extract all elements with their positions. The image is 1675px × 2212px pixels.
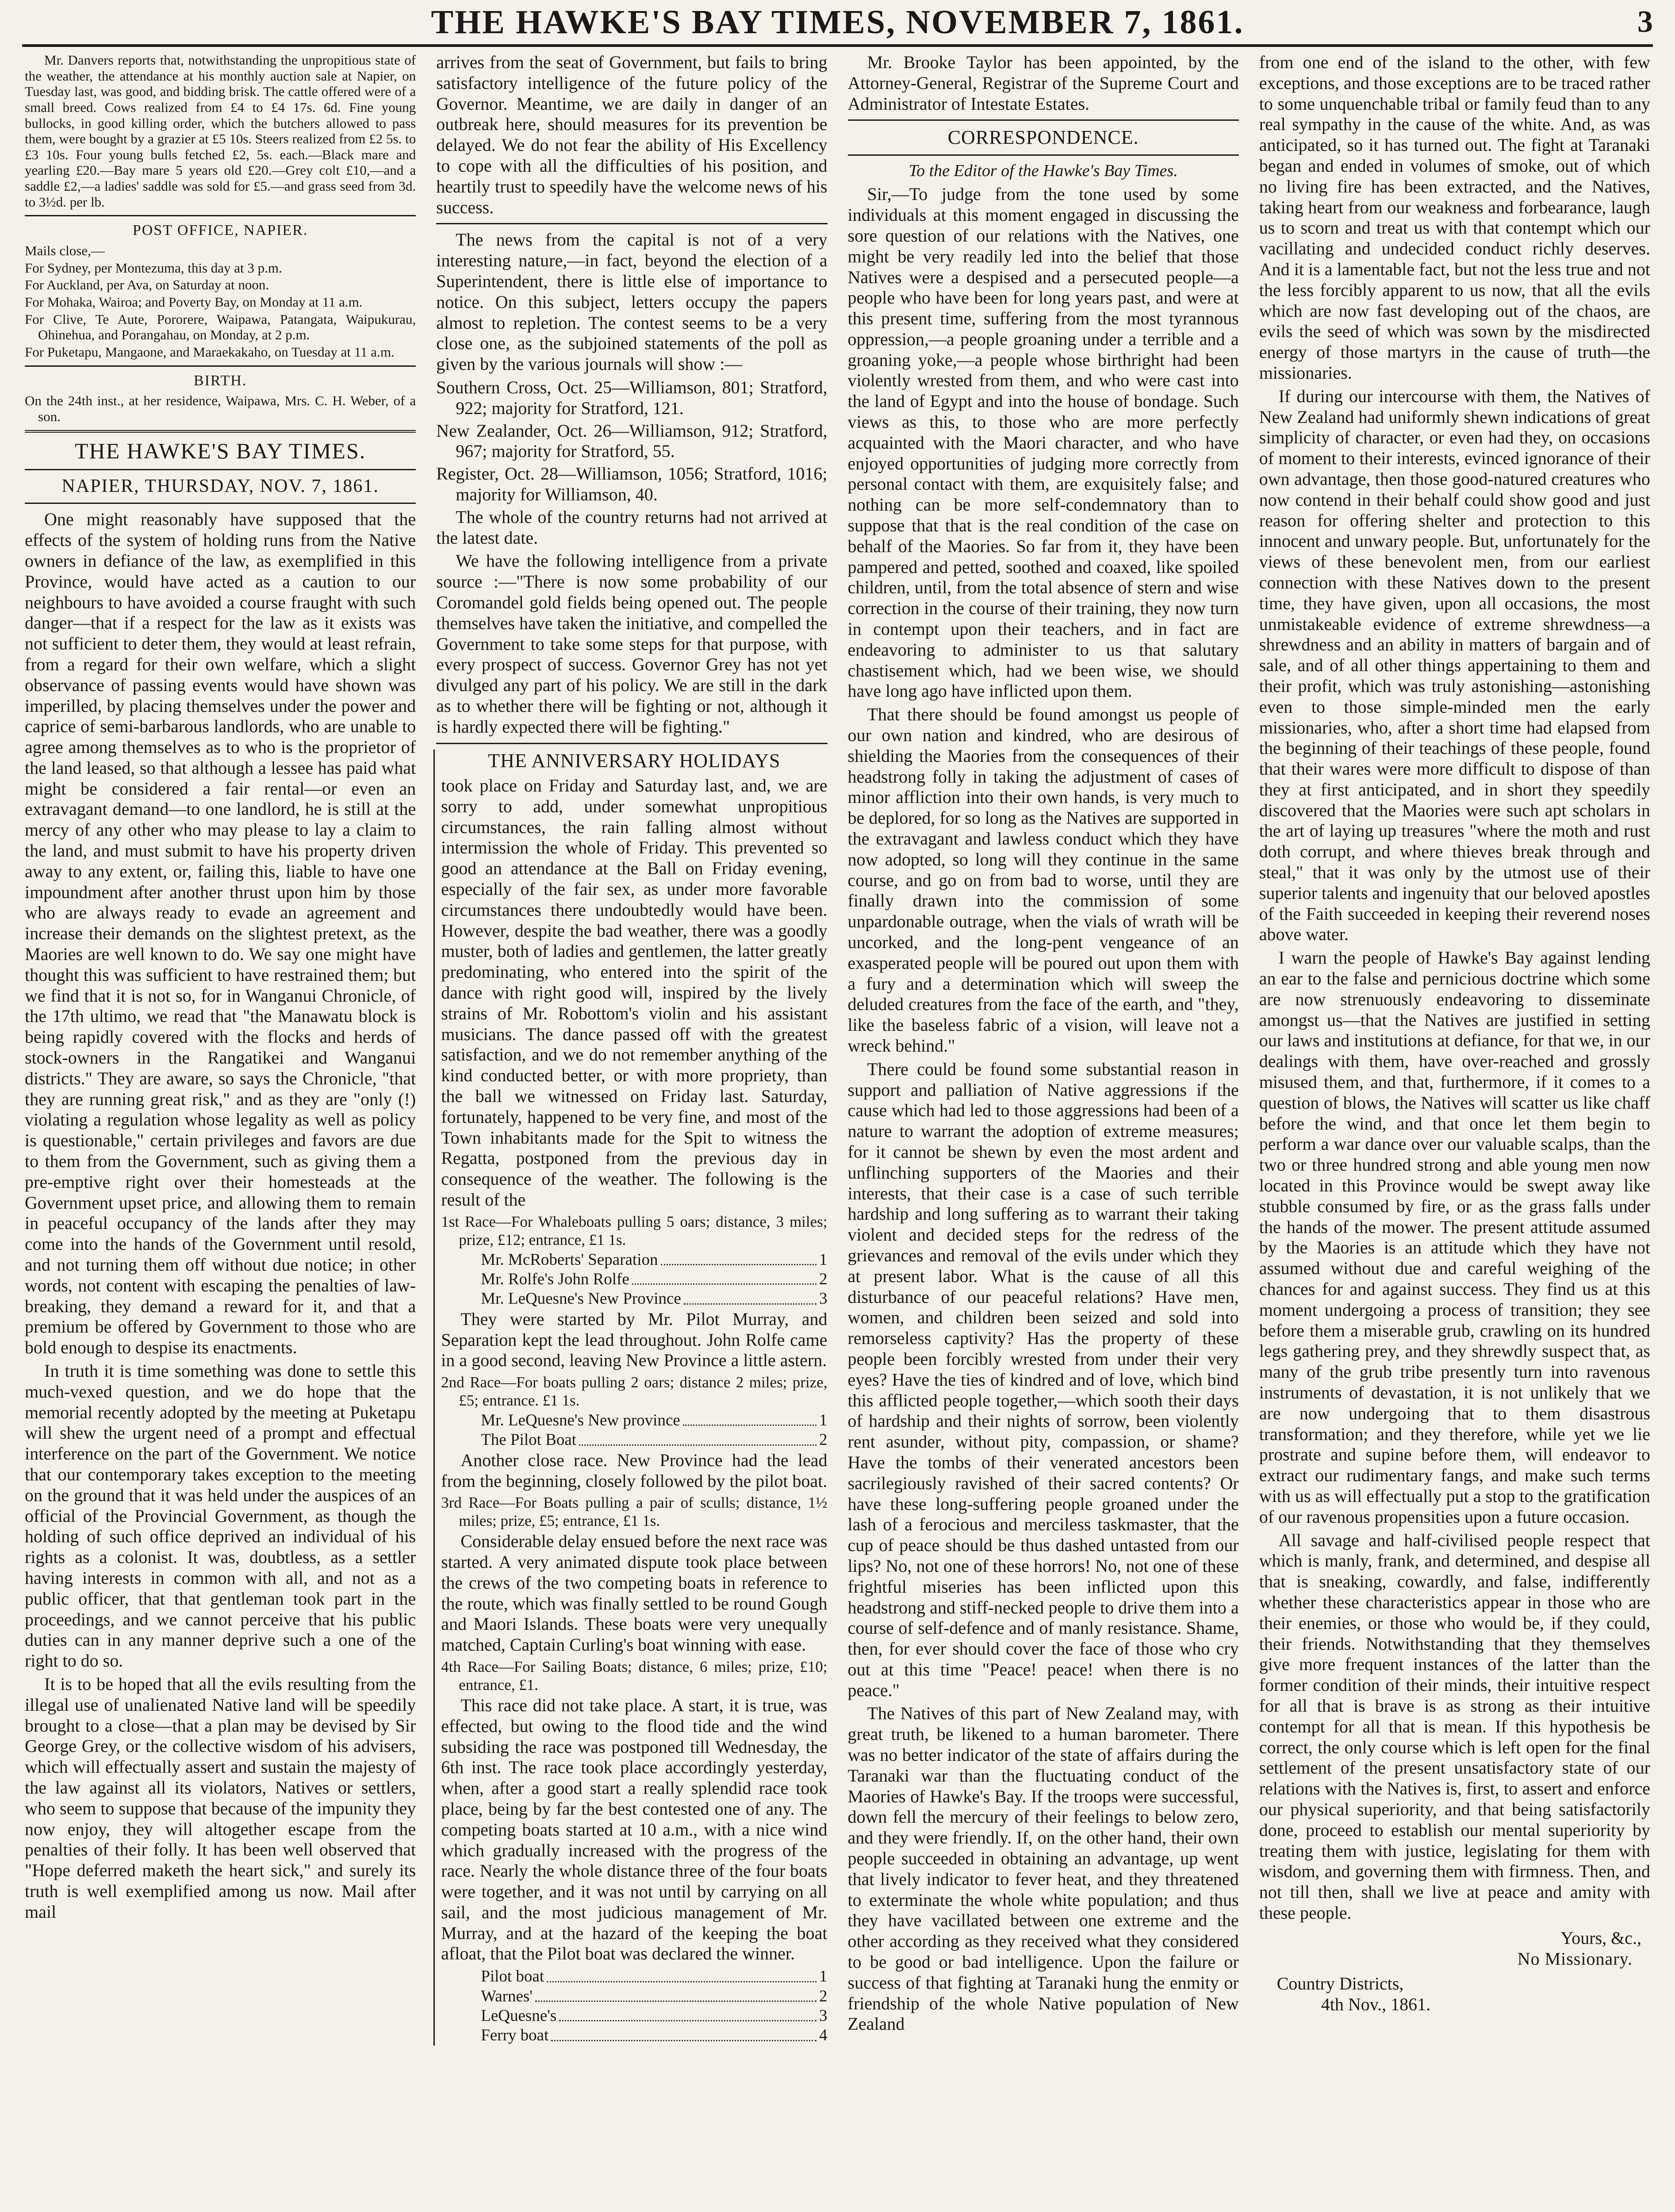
divider <box>25 215 416 216</box>
poll-statement: Southern Cross, Oct. 25—Williamson, 801; Stratford, 922; majority for Stratford, 121. <box>436 377 828 418</box>
column-3 <box>845 52 1242 2212</box>
paper-title: THE HAWKE'S BAY TIMES. <box>74 438 366 463</box>
column-1 <box>22 52 418 2212</box>
entry-name: LeQuesne's <box>481 2007 557 2025</box>
column-2 <box>433 52 830 2212</box>
mail-line: For Puketapu, Mangaone, and Maraekakaho, on Tuesday at 11 a.m. <box>25 344 395 360</box>
mail-line: For Clive, Te Aute, Pororere, Waipawa, Patangata, Waipukurau, Ohinehua, and Porangahau, on Monday, at 2 p.m. <box>25 311 416 343</box>
race-entry <box>441 2026 827 2045</box>
race-note: Considerable delay ensued before the next race was started. A very animated dispute took place between the crews of the two competing boats in reference to the route, which was finally settled to be round Gough and Maori Islands. These boats were very unequally matched, Captain Curling's boat winning with ease. <box>441 1531 828 1655</box>
letter-date: 4th Nov., 1861. <box>1321 1994 1431 2015</box>
entry-place: 2 <box>819 1270 828 1288</box>
divider <box>848 154 1239 156</box>
race-entry <box>441 1430 827 1450</box>
race-entry <box>441 2006 827 2026</box>
race-heading: 3rd Race—For Boats pulling a pair of sculls; distance, 1½ miles; prize, £5; entrance, £1 1s. <box>441 1494 828 1530</box>
race-entry <box>441 1987 827 2006</box>
returns-note: The whole of the country returns had not arrived at the latest date. <box>436 507 828 548</box>
column-4 <box>1257 52 1653 2212</box>
editorial-paragraph: In truth it is time something was done to settle this much-vexed question, and we do hope that the memorial recently adopted by the meeting at Puketapu will shew the urgent need of a prompt and effectual interference on the part of the Government. We notice that our contemporary takes exception to the meeting on the ground that it was held under the auspices of an official of the Provincial Government, as though the holding of such office deprived an individual of his rights as a colonist. It was, doubtless, as a settler having interests in common with all, and not as a public officer, that that gentleman took part in the proceedings, and we cannot perceive that his public duties can in any manner deprive such a one of the right to do so. <box>25 1361 416 1671</box>
editorial-paragraph: One might reasonably have supposed that the effects of the system of holding runs from the Native owners in defiance of the law, as exemplified in this Province, would have acted as a caution to our neighbours to have avoided a course fraught with such danger—that if a respect for the law as it exists was not sufficient to deter them, they would at least refrain, from a regard for their own welfare, which a slight observance of passing events would have shown was imperilled, by placing themselves under the power and caprice of semi-barbarous landlords, who are unable to agree among themselves as to who is the proprietor of the land leased, so that although a lessee has paid what might be considered a fair rental—or even an extravagant demand—to one landlord, he is still at the mercy of any other who may please to lay a claim to the land, and must submit to have his property driven away to any extent, or, failing this, liable to have one impoundment after another thrust upon him by those who are always ready to evade an agreement and increase their demands on the slightest pretext, as the Maories are well known to do. We say one might have thought this was sufficient to have restrained them; but we find that it is not so, for in Wanganui Chronicle, of the 17th ultimo, we read that "the Manawatu block is being rapidly covered with the flocks and herds of stock-owners in the Rangatikei and Wanganui districts." They are aware, so says the Chronicle, "that they are running great risk," and as they are "only (!) violating a regulation whose legality as well as policy is questionable," certain privileges and favors are due to them from the Government, such as giving them a pre-emptive right over their homesteads at the Government upset price, and allowing them to remain in peaceful occupancy of the lands after they may come into the hands of the Government until resold, and not turning them off without due notice; in other words, not content with escaping the penalties of law-breaking, they demand a reward for it, and that a premium be offered by Government to those who are bold enough to despise its enactments. <box>25 509 416 1358</box>
race-note: This race did not take place. A start, it is true, was effected, but owing to the flood tide and the wind subsiding the race was postponed till Wednesday, the 6th inst. The race took place accordingly yesterday, when, after a good start a really splendid race took place, being by far the best contested one of any. The competing boats started at 10 a.m., with a nice wind which gradually increased with the progress of the race. Nearly the whole distance three of the four boats were together, and it was not until by carrying on all sail, and the most judicious management of Mr. Murray, and at the hazard of the keeping the boat afloat, that the Pilot boat was declared the winner. <box>441 1695 828 1964</box>
letter-closing: Yours, &c., <box>1560 1928 1641 1948</box>
entry-place: 3 <box>819 2007 828 2025</box>
divider <box>436 743 827 744</box>
entry-name: Mr. Rolfe's John Rolfe <box>481 1270 629 1288</box>
to-editor-line: To the Editor of the Hawke's Bay Times. <box>908 161 1178 180</box>
entry-place: 1 <box>819 1250 828 1269</box>
entry-place: 2 <box>819 1987 828 2005</box>
letter-paragraph: Sir,—To judge from the tone used by some individuals at this moment engaged in discussing the sore question of our relations with the Natives, one might be very readily led into the belief that those Natives were a despised and a persecuted people—a people who have been for long years past, and were at this present time, suffering from the most tyrannous oppression,—a people groaning under a terrible and a groaning yoke,—a people whose birthright had been violently wrested from them, and who were cast into the land of Egypt and into the house of bondage. Such views as this, to those who are more perfectly acquainted with the Maori character, and who have enjoyed opportunities of judging more correctly from personal contact with them, are exquisitely false; and nothing can be more self-condemnatory than to suppose that that is the real condition of the case on behalf of the Maories. So far from it, they have been pampered and petted, soothed and coaxed, like spoiled children, until, from the total absence of stern and wise correction in the course of their training, they now turn in contempt upon their teachers, and in fact are endeavoring to administer to us that salutary chastisement which, had we been wise, we should have long ago have inflicted upon them. <box>847 184 1239 701</box>
letter-paragraph: All savage and half-civilised people respect that which is manly, frank, and determined, and despise all that is sneaking, cowardly, and false, indifferently whether these characteristics appear in those who are their enemies, or those who would be, if they could, their friends. Notwithstanding that they themselves give more frequent instances of the latter than the former condition of their minds, their intuitive respect for all that is brave is as strong as their intuitive contempt for all that is mean. If this hypothesis be correct, the only course which is left open for the final settlement of the present unsatisfactory state of our relations with the Natives is, first, to assert and enforce our physical superiority, and that being satisfactorily done, proceed to establish our mental superiority by treating them with justice, legislating for them with wisdom, and governing them with firmness. Then, and not till then, shall we live at peace and amity with these people. <box>1259 1530 1650 1923</box>
letter-paragraph: If during our intercourse with them, the Natives of New Zealand had uniformly shewn indications of great simplicity of character, or even had they, on occasions of moment to their interests, evinced ignorance of their own advantage, then those good-natured creatures who now contend in their behalf could show good and just reason for offering shelter and protection to this innocent and unwary people. But, unfortunately for the views of these benevolent men, from our earliest connection with these Natives down to the present time, they have given, upon all occasions, the most unmistakeable evidence of extreme shrewdness—a shrewdness and an ability in matters of bargain and of sale, and of all other things appertaining to them and their profit, which was truly astonishing—astonishing even to those simple-minded men the early missionaries, who, after a short time had elapsed from the beginning of their teachings of these people, found that their wares were more difficult to dispose of than they at first anticipated, and in short they speedily discovered that the Maories were such apt scholars in the art of laying up treasures "where the moth and rust doth corrupt, and where thieves break through and steal," that it was only by the utmost use of their superior talents and ingenuity that our beloved apostles of the Faith succeeded in keeping their reverend noses above water. <box>1259 386 1650 945</box>
masthead <box>22 0 1653 47</box>
dateline: NAPIER, THURSDAY, NOV. 7, 1861. <box>61 476 379 497</box>
birth-heading: BIRTH. <box>193 372 247 389</box>
race-heading: 2nd Race—For boats pulling 2 oars; distance 2 miles; prize, £5; entrance. £1 1s. <box>441 1374 828 1409</box>
mail-line: For Auckland, per Ava, on Saturday at noon. <box>25 277 269 293</box>
race-entry <box>441 1270 827 1289</box>
race-entry <box>441 1411 827 1430</box>
entry-name: Mr. McRoberts' Separation <box>481 1250 658 1269</box>
letter-place: Country Districts, <box>1276 1974 1404 1994</box>
entry-name: Mr. LeQuesne's New Province <box>481 1290 681 1308</box>
holidays-section <box>433 749 827 2046</box>
birth-notice: On the 24th inst., at her residence, Waipawa, Mrs. C. H. Weber, of a son. <box>25 393 416 425</box>
letter-paragraph: There could be found some substantial reason in support and palliation of Native aggressions if the cause which had led to those aggressions had been of a nature to warrant the adoption of extreme measures; for it cannot be shewn by even the most ardent and unflinching supporters of the Maories and their interests, that their case is a case of such terrible hardship and long suffering as to warrant their taking violent and decided steps for the redress of the grievances and removal of the evils under which they at present labor. What is the cause of all this disturbance of our peaceful relations? Have men, women, and children been seized and sold into remorseless captivity? Has the property of these people been forcibly wrested from under their very eyes? Have the ties of kindred and of love, which bind this afflicted people together,—which sooth their days of hardship and their nights of sorrow, been violently rent asunder, without pity, compassion, or shame? Have the tombs of their venerated ancestors been sacrilegiously ravished of their sacred contents? Or have these long-suffering people groaned under the lash of a ferocious and merciless taskmaster, that the cup of peace should be thus dashed untasted from our lips? No, not one of these horrors! No, not one of these frightful miseries has been inflicted upon this headstrong and stiff-necked people to drive them into a course of self-defence and of manly resistance. Shame, then, for ever should cover the face of those who cry out at this time "Peace! peace! when there is no peace." <box>847 1059 1239 1700</box>
race-entry <box>441 1289 827 1309</box>
letter-paragraph: from one end of the island to the other, with few exceptions, and those exceptions are to be traced rather to some unquenchable tribal or family feud than to any real sympathy in the cause of the white. And, as was anticipated, so it has turned out. The fight at Taranaki began and ended in volumes of smoke, out of which no living fire has been extracted, and the Natives, taking heart from our weakness and forbearance, laugh us to scorn and treat us with that contempt which our vacillating and undecided conduct richly deserves. And it is a lamentable fact, but not the less true and not the less forcibly apparent to us now, that all the evils which are now fast developing out of the chaos, are evils the seed of which was sown by the misdirected energy of those martyrs in the cause of truth—the missionaries. <box>1259 52 1650 383</box>
appointment-notice: Mr. Brooke Taylor has been appointed, by the Attorney-General, Registrar of the Supreme Court and Administrator of Intestate Estates. <box>847 52 1239 114</box>
correspondence-heading: CORRESPONDENCE. <box>947 127 1139 149</box>
entry-place: 4 <box>819 2026 828 2045</box>
entry-place: 2 <box>819 1431 828 1449</box>
gold-news: We have the following intelligence from a private source :—"There is now some probability of our Coromandel gold fields being opened out. The people themselves have taken the initiative, and compelled the Government to take some steps for that purpose, with every prospect of success. Governor Grey has not yet divulged any part of his policy. We are still in the dark as to whether there will be fighting or not, although it is hardly expected there will be fighting." <box>436 551 828 737</box>
letter-signature: No Missionary. <box>1517 1948 1633 1969</box>
poll-statement: Register, Oct. 28—Williamson, 1056; Stratford, 1016; majority for Williamson, 40. <box>436 464 828 504</box>
mail-line: For Mohaka, Wairoa; and Poverty Bay, on Monday at 11 a.m. <box>25 294 363 310</box>
entry-name: Mr. LeQuesne's New province <box>481 1411 680 1430</box>
editorial-continuation: arrives from the seat of Government, but fails to bring satisfactory intelligence of the future policy of the Governor. Meantime, we are daily in danger of an outbreak here, should measures for its prevention be delayed. We do not fear the ability of His Excellency to cope with all the difficulties of his position, and heartily trust to speedily have the welcome news of his success. <box>436 52 828 217</box>
mails-close-label: Mails close,— <box>25 243 105 259</box>
race-heading: 4th Race—For Sailing Boats; distance, 6 miles; prize, £10; entrance, £1. <box>441 1658 828 1694</box>
post-office-heading: POST OFFICE, NAPIER. <box>132 222 308 239</box>
divider <box>25 503 416 504</box>
page-number: 3 <box>1637 5 1653 39</box>
divider <box>848 119 1239 121</box>
holidays-heading: THE ANNIVERSARY HOLIDAYS <box>488 749 781 772</box>
race-note: Another close race. New Province had the lead from the beginning, closely followed by the pilot boat. <box>441 1450 828 1491</box>
entry-name: Ferry boat <box>481 2026 549 2045</box>
entry-name: The Pilot Boat <box>481 1431 577 1449</box>
entry-name: Warnes' <box>481 1987 533 2005</box>
masthead-title: THE HAWKE'S BAY TIMES, NOVEMBER 7, 1861. <box>431 3 1244 41</box>
poll-statement: New Zealander, Oct. 26—Williamson, 912; Stratford, 967; majority for Stratford, 55. <box>436 420 828 461</box>
entry-place: 1 <box>819 1967 828 1986</box>
election-intro: The news from the capital is not of a very interesting nature,—in fact, beyond the election of a Superintendent, there is little else of importance to notice. On this subject, letters occupy the papers almost to repletion. The contest seems to be a very close one, as the subjoined statements of the poll as given by the various journals will show :— <box>436 230 828 374</box>
holidays-text: took place on Friday and Saturday last, and, we are sorry to add, under somewhat unpropitious circumstances, the rain falling almost without intermission the whole of Friday. This prevented so good an attendance at the Ball on Friday evening, especially of the fair sex, as under more favorable circumstances there undoubtedly would have been. However, despite the bad weather, there was a goodly muster, both of ladies and gentlemen, the latter greatly predominating, who entered into the spirit of the dance with right good will, inspired by the lively strains of Mr. Robottom's violin and his assistant musicians. The dance passed off with the greatest satisfaction, and we do not remember anything of the kind conducted better, or with more propriety, than the ball we witnessed on Friday last. Saturday, fortunately, happened to be very fine, and most of the Town inhabitants made for the Spit to witness the Regatta, postponed from the previous day in consequence of the weather. The following is the result of the <box>441 775 828 1210</box>
entry-place: 3 <box>819 1290 828 1308</box>
race-entry <box>441 1967 827 1986</box>
divider <box>436 223 827 224</box>
entry-place: 1 <box>819 1411 828 1430</box>
stock-report: Mr. Danvers reports that, notwithstanding the unpropitious state of the weather, the attendance at his monthly auction sale at Napier, on Tuesday last, was good, and bidding brisk. The cattle offered were of a small breed. Cows realized from £4 to £4 17s. 6d. Fine young bullocks, in good killing order, which the butchers allowed to pass them, were bought by a grazier at £5 10s. Steers realized from £2 5s. to £3 10s. Four young bulls fetched £2, 5s. each.—Black mare and yearling £20.—Bay mare 5 years old £20.—Grey colt £10,—and a saddle £2,—a ladies' saddle was sold for £5.—and grass seed from 3d. to 3½d. per lb. <box>25 52 416 210</box>
editorial-paragraph: It is to be hoped that all the evils resulting from the illegal use of unalienated Native land will be speedily brought to a close—that a plan may be devised by Sir George Grey, or the collective wisdom of his advisers, which will effectually assert and sustain the majesty of the law against all its violators, Natives or settlers, who seem to suppose that because of the impunity they now enjoy, they will altogether escape from the penalties of their folly. It has been well observed that "Hope deferred maketh the heart sick," and surely its truth is well exemplified among us now. Mail after mail <box>25 1674 416 1922</box>
columns <box>22 52 1653 2212</box>
race-entry <box>441 1250 827 1270</box>
race-heading: 1st Race—For Whaleboats pulling 5 oars; distance, 3 miles; prize, £12; entrance, £1 1s. <box>441 1213 828 1248</box>
divider <box>25 430 416 433</box>
mail-line: For Sydney, per Montezuma, this day at 3 p.m. <box>25 260 282 276</box>
entry-name: Pilot boat <box>481 1967 544 1986</box>
race-note: They were started by Mr. Pilot Murray, and Separation kept the lead throughout. John Rolfe came in a good second, leaving New Province a little astern. <box>441 1309 828 1371</box>
divider <box>25 365 416 367</box>
letter-paragraph: That there should be found amongst us people of our own nation and kindred, who are desirous of shielding the Maories from the consequences of their headstrong folly in taking the adjustment of cases of minor affliction into their own hands, is very much to be deplored, for so long as the Natives are supported in the extravagant and lawless conduct which they have now adopted, so long will they continue in the same course, and go on from bad to worse, until they are finally drawn into the commission of some unpardonable outrage, when the vials of wrath will be uncorked, and the long-pent vengeance of an exasperated people will be poured out upon them with a fury and a determination which will sweep the deluded creatures from the face of the earth, and "they, like the baseless fabric of a vision, will leave not a wreck behind." <box>847 704 1239 1056</box>
letter-paragraph: I warn the people of Hawke's Bay against lending an ear to the false and pernicious doctrine which some are now strenuously endeavoring to disseminate amongst us—that the Natives are justified in setting our laws and institutions at defiance, for that we, in our dealings with them, have over-reached and grossly misused them, and that, furthermore, if it comes to a question of blows, the Natives will scatter us like chaff before the wind, and that once let them begin to perform a war dance over our valuable scalps, than the two or three hundred strong and able young men now located in this Province would be swept away like stubble consumed by fire, or as the grass falls under the hands of the mower. The present attitude assumed by the Maories is an attitude which they have not assumed without due and careful weighing of the chances for and against success. They find us at this moment undergoing a process of transition; they see before them a miserable grub, crawling on its hundred legs gathering prey, and they shrewdly suspect that, as many of the grub tribe presently turn into ravenous instruments of devastation, it is not unlikely that we are now undergoing that to them disastrous transformation; and they therefore, while yet we lie prostrate and supine before them, will endeavor to extract our rudimentary fangs, and make such terms with us as will effectually put a stop to the gratification of our ravenous propensities upon a future occasion. <box>1259 948 1650 1527</box>
letter-paragraph: The Natives of this part of New Zealand may, with great truth, be likened to a human barometer. There was no better indicator of the state of affairs during the Taranaki war than the fluctuating conduct of the Maories of Hawke's Bay. If the troops were successful, down fell the mercury of their feelings to below zero, and they were friendly. If, on the other hand, their own people succeeded in obtaining an advantage, up went that lively indicator to fever heat, and they threatened to exterminate the whole white population; and thus they have vacillated between one extreme and the other according as they received what they considered to be good or bad intelligence. Upon the failure or success of that fighting at Taranaki hung the enmity or friendship of the whole Native population of New Zealand <box>847 1703 1239 2034</box>
divider <box>25 469 416 470</box>
